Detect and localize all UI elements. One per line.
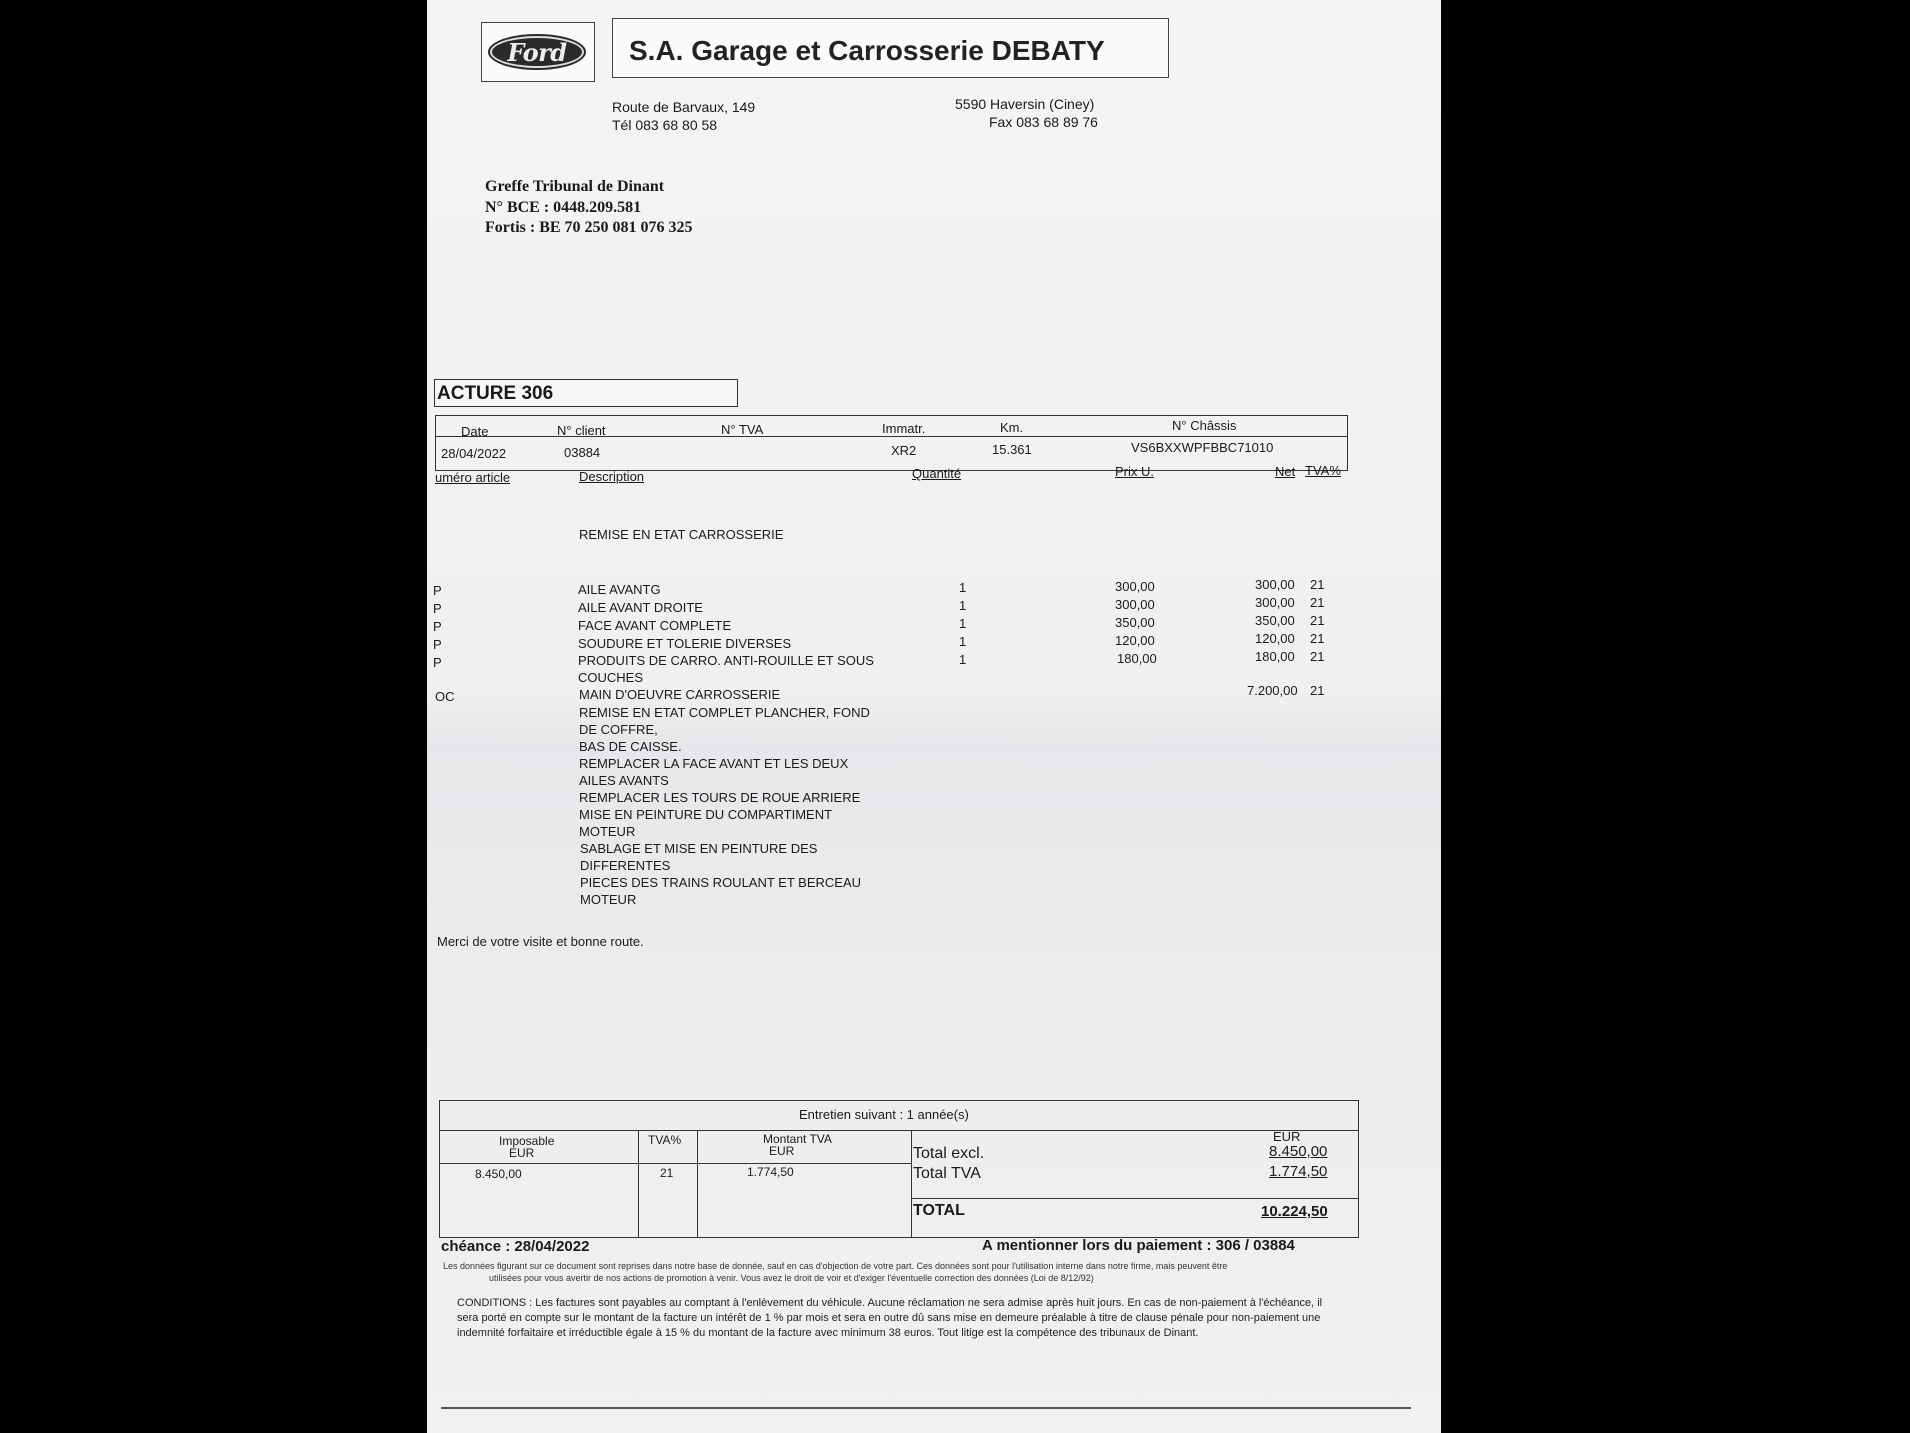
labor-line: MOTEUR [579, 824, 636, 839]
labor-tva: 21 [1310, 683, 1325, 698]
item-tva: 21 [1310, 577, 1325, 592]
item-unit-price: 180,00 [1117, 651, 1157, 666]
item-description: AILE AVANT DROITE [578, 600, 703, 615]
labor-code: OC [435, 689, 455, 704]
item-net: 180,00 [1255, 649, 1295, 664]
item-description: FACE AVANT COMPLETE [578, 618, 732, 633]
col-quantity: Quantité [912, 466, 962, 481]
labor-line: REMISE EN ETAT COMPLET PLANCHER, FOND [579, 705, 870, 720]
item-net: 300,00 [1255, 595, 1295, 610]
invoice-title-box [434, 379, 738, 407]
totals-divider [440, 1163, 911, 1164]
section-title: REMISE EN ETAT CARROSSERIE [579, 527, 784, 542]
company-address: Route de Barvaux, 149 [612, 99, 756, 115]
totals-divider [911, 1198, 1358, 1199]
labor-line: SABLAGE ET MISE EN PEINTURE DES [580, 841, 818, 856]
item-code: P [433, 655, 442, 670]
item-net: 300,00 [1255, 577, 1295, 592]
imposable-unit: EUR [509, 1146, 535, 1160]
montant-label: Montant TVA [763, 1132, 832, 1146]
tva-value: 21 [660, 1166, 674, 1180]
due-date: chéance : 28/04/2022 [441, 1238, 590, 1255]
totals-divider [440, 1130, 1358, 1131]
privacy-notice: Les données figurant sur ce document sont reprises dans notre base de donnée, sauf en cas d'objection de votre part. Ces données sont pour l'utilisation interne dans notre firme, mais peuvent être [443, 1261, 1228, 1271]
header-client: N° client [557, 423, 606, 438]
item-code: P [433, 619, 442, 634]
imposable-label: Imposable [499, 1134, 555, 1148]
item-description: AILE AVANTG [578, 582, 661, 597]
header-date: Date [461, 424, 489, 439]
value-immatr: XR2 [891, 443, 917, 458]
company-tel: Tél 083 68 80 58 [612, 117, 718, 133]
total-tva-value: 1.774,50 [1269, 1163, 1328, 1180]
labor-line: REMPLACER LA FACE AVANT ET LES DEUX [579, 756, 849, 771]
labor-line: DE COFFRE, [579, 722, 658, 737]
labor-line: AILES AVANTS [579, 773, 669, 788]
item-tva: 21 [1310, 631, 1325, 646]
item-unit-price: 300,00 [1115, 597, 1155, 612]
invoice-title: ACTURE 306 [437, 383, 554, 404]
item-description: SOUDURE ET TOLERIE DIVERSES [578, 636, 792, 651]
item-quantity: 1 [959, 652, 967, 667]
labor-net: 7.200,00 [1247, 683, 1298, 698]
labor-line: BAS DE CAISSE. [579, 739, 682, 754]
payment-reference: A mentionner lors du paiement : 306 / 03884 [982, 1237, 1295, 1254]
item-code: P [433, 637, 442, 652]
item-code: P [433, 583, 442, 598]
privacy-notice-continued: utilisées pour vous avertir de nos actions de promotion à venir. Vous avez le droit de voir et d'exiger l'éventuelle correction des données (Loi de 8/12/92) [489, 1273, 1094, 1283]
company-registry: Greffe Tribunal de Dinant [485, 178, 665, 195]
eur-label: EUR [1273, 1129, 1301, 1144]
item-tva: 21 [1310, 595, 1325, 610]
ford-logo-text: Ford [507, 37, 567, 67]
item-tva: 21 [1310, 613, 1325, 628]
col-net: Net [1275, 464, 1296, 479]
bottom-rule [441, 1407, 1411, 1409]
labor-line: MISE EN PEINTURE DU COMPARTIMENT [579, 807, 833, 822]
header-km: Km. [1000, 420, 1024, 435]
item-unit-price: 120,00 [1115, 633, 1155, 648]
company-title-box [612, 18, 1169, 78]
total-excl-value: 8.450,00 [1269, 1143, 1328, 1160]
item-net: 350,00 [1255, 613, 1295, 628]
total-excl-label: Total excl. [913, 1145, 985, 1162]
company-fax: Fax 083 68 89 76 [989, 114, 1098, 130]
company-city: 5590 Haversin (Ciney) [955, 96, 1095, 112]
ford-logo [481, 22, 595, 82]
totals-col-divider [911, 1130, 912, 1237]
labor-description: MAIN D'OEUVRE CARROSSERIE [579, 687, 781, 702]
tva-label: TVA% [648, 1133, 682, 1147]
col-tva-pct: TVA% [1305, 463, 1341, 478]
totals-col-divider [697, 1130, 698, 1237]
item-quantity: 1 [959, 598, 967, 613]
item-tva: 21 [1310, 649, 1325, 664]
col-description: Description [579, 469, 645, 484]
header-immatr: Immatr. [882, 421, 926, 436]
labor-line: DIFFERENTES [580, 858, 671, 873]
company-bce: N° BCE : 0448.209.581 [485, 199, 642, 216]
value-date: 28/04/2022 [441, 446, 507, 461]
col-unit-price: Prix U. [1115, 464, 1154, 479]
labor-line: MOTEUR [580, 892, 637, 907]
item-net: 120,00 [1255, 631, 1295, 646]
montant-unit: EUR [769, 1144, 795, 1158]
item-quantity: 1 [959, 580, 967, 595]
item-code: P [433, 601, 442, 616]
invoice-paper [427, 0, 1441, 1433]
value-km: 15.361 [992, 442, 1032, 457]
labor-line: PIECES DES TRAINS ROULANT ET BERCEAU [580, 875, 862, 890]
payment-conditions: CONDITIONS : Les factures sont payables au comptant à l'enlèvement du véhicule. Aucune réclamation ne sera admise après huit jours. En cas de non-paiement à l'échéance, il sera porté en compte sur le montant de la facture un intérêt de 1 % par mois et sera en outre dû sans mise en demeure préalable à titre de clause pénale pour non-paiement une indemnité forfaitaire et irréductible égale à 15 % du montant de la facture avec minimum 38 euros. Tout litige est la compétence des tribunaux de Dinant. [457, 1297, 1323, 1339]
maintenance-note: Entretien suivant : 1 année(s) [799, 1107, 969, 1122]
company-name: S.A. Garage et Carrosserie DEBATY [629, 35, 1105, 66]
value-chassis: VS6BXXWPFBBC71010 [1131, 440, 1274, 455]
thank-you-note: Merci de votre visite et bonne route. [437, 934, 644, 949]
company-bank: Fortis : BE 70 250 081 076 325 [485, 219, 693, 236]
header-tva: N° TVA [721, 422, 764, 437]
total-value: 10.224,50 [1261, 1203, 1328, 1220]
totals-col-divider [638, 1130, 639, 1237]
col-article: uméro article [435, 470, 511, 485]
item-quantity: 1 [959, 634, 967, 649]
item-description-continued: COUCHES [578, 670, 644, 685]
item-quantity: 1 [959, 616, 967, 631]
value-client: 03884 [564, 445, 601, 460]
imposable-value: 8.450,00 [475, 1167, 522, 1181]
item-unit-price: 300,00 [1115, 579, 1155, 594]
total-label: TOTAL [913, 1202, 965, 1219]
labor-line: REMPLACER LES TOURS DE ROUE ARRIERE [579, 790, 861, 805]
montant-value: 1.774,50 [747, 1165, 794, 1179]
total-tva-label: Total TVA [913, 1165, 981, 1182]
ford-logo-oval [488, 34, 586, 70]
header-chassis: N° Châssis [1172, 418, 1237, 433]
item-description: PRODUITS DE CARRO. ANTI-ROUILLE ET SOUS [578, 653, 874, 668]
item-unit-price: 350,00 [1115, 615, 1155, 630]
